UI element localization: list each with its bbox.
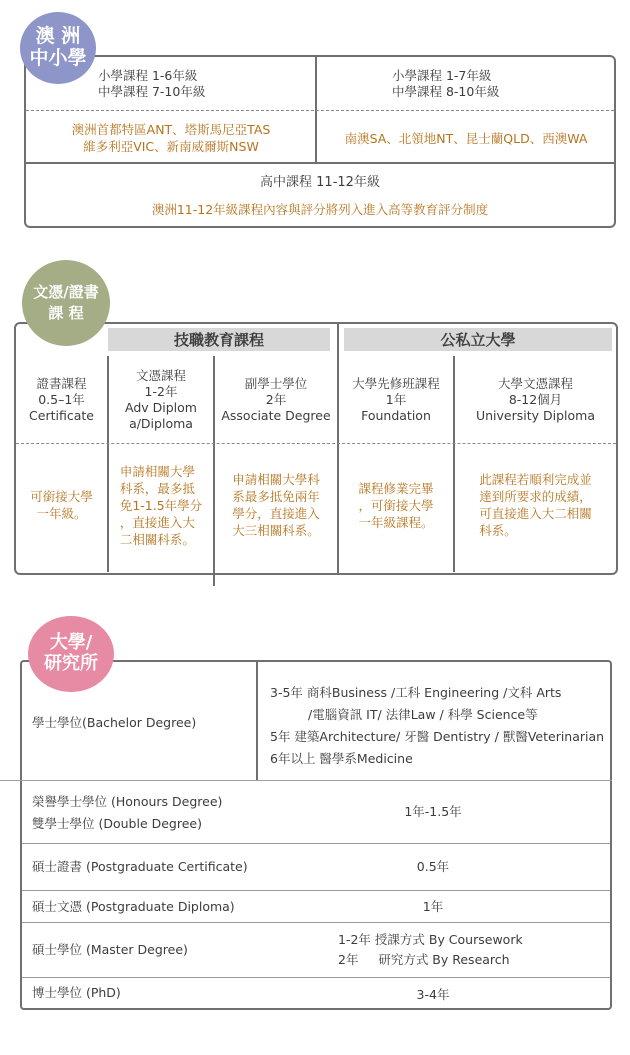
col-certificate-title: 證書課程 0.5–1年 Certificate	[29, 376, 94, 423]
row-pgdip-label: 碩士文憑 (Postgraduate Diploma)	[32, 899, 235, 914]
row-pgcert-label: 碩士證書 (Postgraduate Certificate)	[32, 859, 248, 874]
badge-line-2: 中小學	[29, 47, 87, 69]
col-diploma-note: 申請相關大學 科系，最多抵 免1-1.5年學分 ，直接進入大 二相關科系。	[119, 463, 203, 547]
section-badge-university-graduate	[28, 616, 114, 692]
badge-line-1: 大學/	[49, 632, 93, 654]
badge-line-1: 澳 洲	[35, 25, 81, 48]
row-phd-label: 博士學位 (PhD)	[32, 985, 121, 1000]
header-university: 公私立大學	[344, 328, 612, 351]
badge-line-2: 課 程	[48, 304, 84, 322]
left-course-years: 小學課程 1-6年級 中學課程 7-10年級	[98, 68, 206, 99]
section-badge-diploma-certificate	[22, 260, 110, 346]
col-foundation-title: 大學先修班課程 1年 Foundation	[352, 376, 440, 423]
row-pgcert-value: 0.5年	[416, 859, 450, 874]
senior-note: 澳洲11-12年級課程內容與評分將列入進入高等教育評分制度	[151, 202, 489, 217]
col-university-diploma-note: 此課程若順利完成並 達到所要求的成績， 可直接進入大二相關 科系。	[479, 472, 592, 538]
section-badge-primary-secondary	[20, 12, 96, 84]
col-certificate-note: 可銜接大學 一年級。	[30, 489, 93, 521]
col-diploma-title: 文憑課程 1-2年 Adv Diplom a/Diploma	[125, 368, 197, 431]
row-phd-value: 3-4年	[416, 987, 450, 1002]
col-associate-title: 副學士學位 2年 Associate Degree	[221, 376, 331, 423]
senior-course: 高中課程 11-12年級	[260, 175, 380, 190]
right-course-years: 小學課程 1-7年級 中學課程 8-10年級	[392, 68, 500, 99]
row-pgdip-value: 1年	[422, 899, 444, 914]
header-vocational: 技職教育課程	[108, 328, 330, 351]
badge-line-1: 文憑/證書	[33, 282, 99, 301]
col-foundation-note: 課程修業完畢 ，可銜接大學 一年級課程。	[358, 480, 434, 530]
row-master-value: 1-2年 授課方式 By Coursework 2年 研究方式 By Research	[338, 932, 523, 967]
col-associate-note: 申請相關大學科 系最多抵免兩年 學分，直接進入 大三相關科系。	[232, 472, 320, 538]
row-master-label: 碩士學位 (Master Degree)	[32, 942, 188, 957]
row-bachelor-value: 3-5年 商科Business /工科 Engineering /文科 Arts /電腦資訊 IT/ 法律Law / 科學 Science等 5年 建築Architecture/ 牙醫 Dentistry / 獸醫Veterinarian 6年以上 醫學系Medicine	[270, 685, 605, 766]
row-honours-label: 榮譽學士學位 (Honours Degree) 雙學士學位 (Double Degree)	[32, 794, 223, 831]
badge-line-2: 研究所	[44, 653, 98, 674]
col-university-diploma-title: 大學文憑課程 8-12個月 University Diploma	[475, 376, 596, 423]
left-states: 澳洲首都特區ANT、塔斯馬尼亞TAS 維多利亞VIC、新南威爾斯NSW	[71, 122, 271, 154]
row-honours-value: 1年-1.5年	[404, 804, 462, 819]
row-bachelor-label: 學士學位(Bachelor Degree)	[32, 715, 197, 730]
right-states: 南澳SA、北領地NT、昆士蘭QLD、西澳WA	[344, 130, 588, 146]
